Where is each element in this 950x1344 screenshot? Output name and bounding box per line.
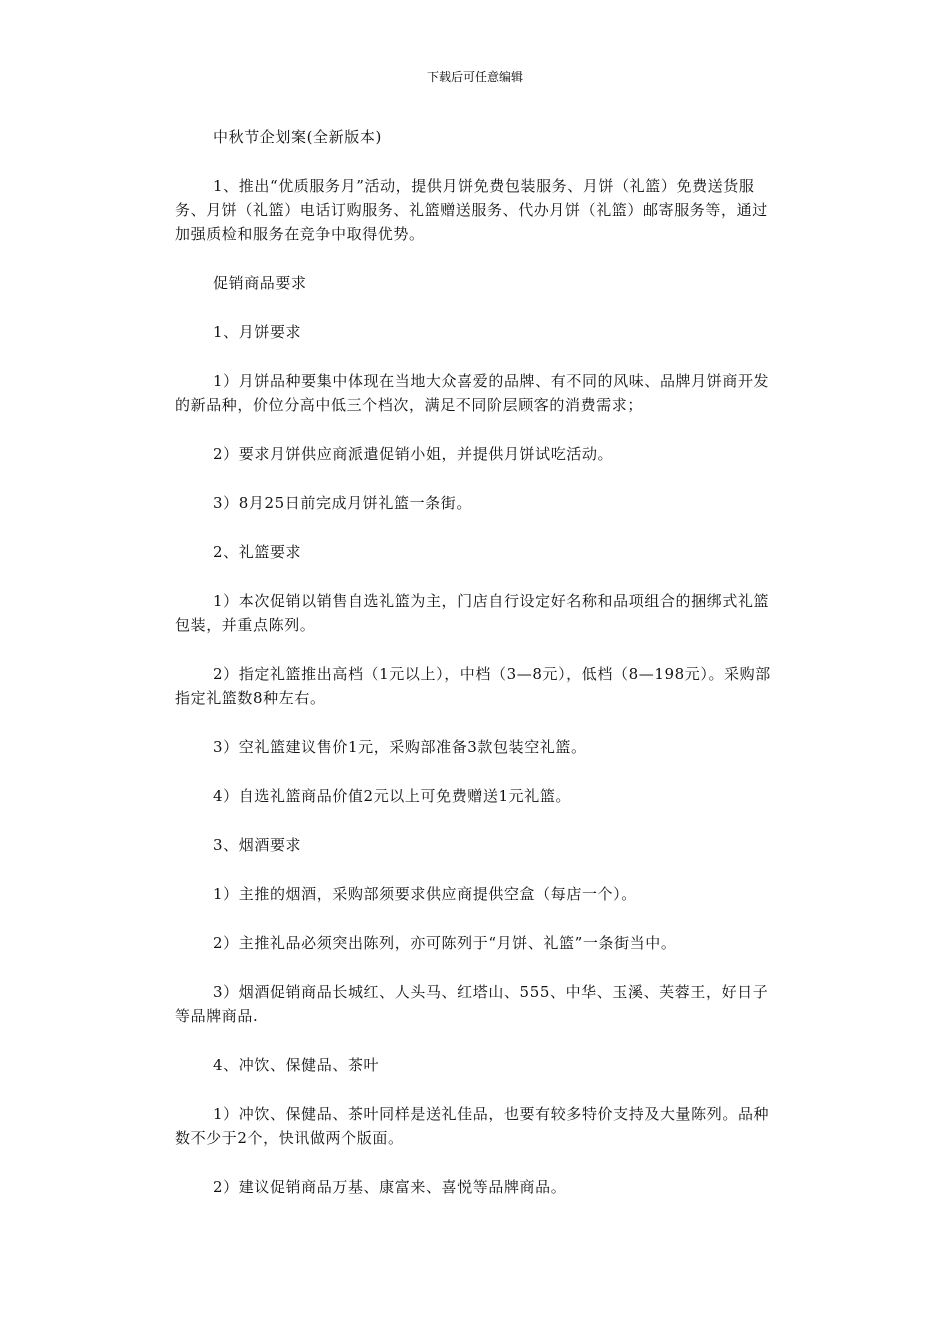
- paragraph: 1）主推的烟酒，采购部须要求供应商提供空盒（每店一个）。: [213, 885, 637, 903]
- paragraph: 4）自选礼篮商品价值2元以上可免费赠送1元礼篮。: [213, 787, 572, 805]
- section-heading: 促销商品要求: [213, 274, 307, 292]
- document-title: 中秋节企划案(全新版本): [213, 128, 382, 146]
- paragraph: 1）冲饮、保健品、茶叶同样是送礼佳品，也要有较多特价支持及大量陈列。品种数不少于2个，快讯做两个版面。: [175, 1105, 770, 1147]
- paragraph: 2）要求月饼供应商派遣促销小姐，并提供月饼试吃活动。: [213, 445, 614, 463]
- paragraph: 3）烟酒促销商品长城红、人头马、红塔山、555、中华、玉溪、芙蓉王，好日子等品牌商品.: [175, 983, 769, 1025]
- paragraph: 2）建议促销商品万基、康富来、喜悦等品牌商品。: [213, 1178, 567, 1196]
- paragraph: 2）主推礼品必须突出陈列，亦可陈列于“月饼、礼篮”一条街当中。: [213, 934, 677, 952]
- document-body: [175, 125, 783, 1224]
- paragraph: 2）指定礼篮推出高档（1元以上），中档（3—8元），低档（8—198元）。采购部指定礼篮数8种左右。: [175, 665, 771, 707]
- paragraph: 1）本次促销以销售自选礼篮为主，门店自行设定好名称和品项组合的捆绑式礼篮包装，并重点陈列。: [175, 592, 770, 634]
- section-heading: 2、礼篮要求: [213, 543, 302, 561]
- paragraph: 1）月饼品种要集中体现在当地大众喜爱的品牌、有不同的风味、品牌月饼商开发的新品种，价位分高中低三个档次，满足不同阶层顾客的消费需求；: [175, 372, 770, 414]
- paragraph: 3）空礼篮建议售价1元，采购部准备3款包装空礼篮。: [213, 738, 587, 756]
- section-heading: 1、月饼要求: [213, 323, 302, 341]
- section-heading: 3、烟酒要求: [213, 836, 302, 854]
- paragraph: 1、推出“优质服务月”活动，提供月饼免费包装服务、月饼（礼篮）免费送货服务、月饼（礼篮）电话订购服务、礼篮赠送服务、代办月饼（礼篮）邮寄服务等，通过加强质检和服务在竞争中取得优势。: [175, 177, 768, 243]
- section-heading: 4、冲饮、保健品、茶叶: [213, 1056, 380, 1074]
- paragraph: 3）8月25日前完成月饼礼篮一条街。: [213, 494, 472, 512]
- page-header: 下载后可任意编辑: [426, 70, 523, 84]
